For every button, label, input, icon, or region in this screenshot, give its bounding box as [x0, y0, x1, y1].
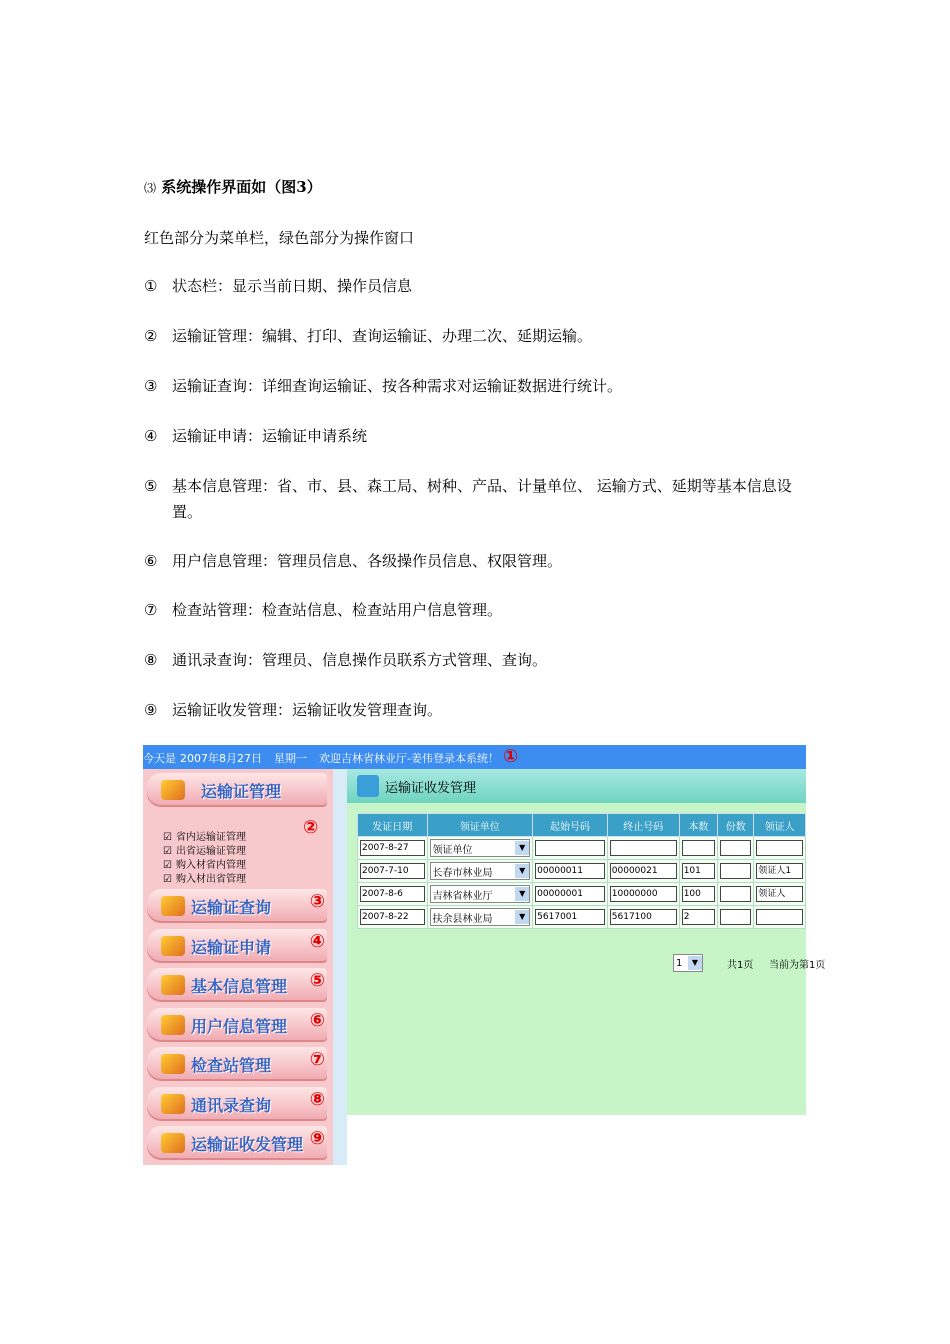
item-text: 运输证收发管理：运输证收发管理查询。	[172, 701, 443, 719]
books-field[interactable]	[682, 840, 715, 856]
item-marker: ⑨	[144, 701, 158, 719]
system-screenshot	[143, 745, 826, 1165]
unit-select[interactable]: 领证单位 ▼	[430, 839, 531, 857]
column-header: 领证人	[754, 814, 806, 837]
column-header: 本数	[679, 814, 717, 837]
item-marker: ②	[144, 327, 158, 345]
chevron-down-icon: ▼	[515, 841, 529, 855]
station-icon	[161, 1054, 185, 1074]
sidebar-scrollbar[interactable]	[333, 769, 347, 1165]
pager	[357, 951, 826, 973]
person-field[interactable]: 领证人1	[756, 863, 803, 879]
chevron-down-icon: ▼	[688, 956, 702, 970]
date-field[interactable]: 2007-7-10	[360, 863, 425, 879]
date-field[interactable]: 2007-8-6	[360, 886, 425, 902]
status-welcome: 欢迎吉林省林业厅-姜伟登录本系统！	[319, 752, 499, 765]
copies-field[interactable]	[720, 909, 751, 925]
sidebar-item-label: 运输证管理	[201, 782, 282, 801]
pencil-icon	[161, 780, 185, 800]
column-header: 发证日期	[358, 814, 428, 837]
sidebar-item-transport-manage[interactable]	[147, 773, 327, 807]
unit-select[interactable]: 吉林省林业厅 ▼	[430, 885, 531, 903]
page-select[interactable]: 1 ▼	[673, 954, 703, 972]
books-field[interactable]: 101	[682, 863, 715, 879]
intro-text: 红色部分为菜单栏，绿色部分为操作窗口	[144, 229, 415, 247]
start-field[interactable]: 00000001	[535, 886, 605, 902]
sidebar-item-label: 运输证收发管理	[191, 1135, 304, 1154]
sidebar-item-label: 运输证申请	[191, 937, 272, 957]
chevron-down-icon: ▼	[515, 910, 529, 924]
person-field[interactable]	[756, 909, 803, 925]
person-field[interactable]	[756, 840, 803, 856]
sub-menu-list	[163, 831, 246, 887]
status-weekday: 星期一	[274, 752, 307, 765]
sub-menu-item[interactable]: ☑ 购入材省内管理	[163, 859, 246, 873]
page-total: 共1页	[727, 960, 754, 971]
main-scrollbar[interactable]	[333, 1115, 347, 1165]
user-icon	[161, 1015, 185, 1035]
sub-menu-item[interactable]: ☑ 购入材出省管理	[163, 873, 246, 887]
sidebar-item-label: 检查站管理	[191, 1056, 272, 1075]
record-table	[357, 813, 806, 929]
sidebar-item-5[interactable]	[147, 1047, 327, 1081]
marker-2: ②	[303, 817, 319, 838]
sidebar-item-6[interactable]	[147, 1087, 327, 1121]
book-icon	[161, 1094, 185, 1114]
table-row	[358, 837, 806, 860]
copies-field[interactable]	[720, 886, 751, 902]
item-text: 通讯录查询：管理员、信息操作员联系方式管理、查询。	[172, 651, 548, 669]
marker-7: ⑦	[309, 1049, 325, 1070]
unit-select[interactable]: 长春市林业局 ▼	[430, 862, 531, 880]
table-row	[358, 906, 806, 929]
marker-1: ①	[502, 746, 519, 767]
sidebar-item-label: 通讯录查询	[191, 1095, 272, 1115]
sidebar-item-label: 运输证查询	[191, 898, 272, 917]
main-panel	[347, 769, 826, 1115]
gear-icon	[161, 975, 185, 995]
end-field[interactable]: 00000021	[610, 863, 677, 879]
sidebar-menu	[143, 769, 333, 1165]
list-item	[144, 700, 442, 720]
heading-text: 系统操作界面如（图3）	[161, 178, 322, 196]
list-item	[144, 473, 804, 525]
date-field[interactable]: 2007-8-27	[360, 840, 425, 856]
column-header: 份数	[718, 814, 754, 837]
envelope-icon	[161, 1133, 185, 1153]
unit-select[interactable]: 扶余县林业局 ▼	[430, 908, 531, 926]
sidebar-item-3[interactable]	[147, 968, 327, 1002]
start-field[interactable]: 00000011	[535, 863, 605, 879]
item-text: 运输证申请：运输证申请系统	[172, 427, 368, 445]
chevron-down-icon: ▼	[515, 887, 529, 901]
copies-field[interactable]	[720, 863, 751, 879]
chevron-down-icon: ▼	[515, 864, 529, 878]
item-text: 状态栏：显示当前日期、操作员信息	[172, 277, 413, 295]
marker-6: ⑥	[309, 1009, 325, 1031]
panel-header	[347, 769, 806, 803]
sidebar-item-1[interactable]	[147, 889, 327, 923]
marker-4: ④	[309, 930, 325, 952]
sidebar-item-label: 基本信息管理	[191, 977, 288, 996]
panel-title: 运输证收发管理	[385, 781, 477, 796]
column-header: 起始号码	[533, 814, 608, 837]
start-field[interactable]	[535, 840, 605, 856]
books-field[interactable]: 100	[682, 886, 715, 902]
column-header: 终止号码	[607, 814, 679, 837]
marker-8: ⑧	[309, 1088, 325, 1110]
section-heading	[144, 177, 322, 198]
date-field[interactable]: 2007-8-22	[360, 909, 425, 925]
marker-5: ⑤	[309, 970, 325, 991]
sidebar-item-2[interactable]	[147, 929, 327, 963]
end-field[interactable]: 5617100	[610, 909, 677, 925]
item-marker: ⑥	[144, 552, 158, 570]
list-item	[144, 426, 367, 446]
search-icon	[161, 896, 185, 916]
sub-menu-item[interactable]: ☑ 省内运输证管理	[163, 831, 246, 845]
end-field[interactable]: 10000000	[610, 886, 677, 902]
person-field[interactable]: 领证人	[756, 886, 803, 902]
table-row	[358, 883, 806, 906]
status-today: 今天是	[143, 752, 176, 765]
page-current: 当前为第1页	[769, 960, 826, 971]
item-marker: ⑤	[144, 477, 158, 495]
status-date: 2007年8月27日	[180, 752, 262, 765]
item-marker: ①	[144, 277, 158, 295]
list-item	[144, 376, 622, 396]
item-text: 用户信息管理：管理员信息、各级操作员信息、权限管理。	[172, 552, 563, 570]
marker-9: ⑨	[309, 1128, 325, 1149]
sub-menu-item[interactable]: ☑ 出省运输证管理	[163, 845, 246, 859]
heading-number: ⑶	[144, 181, 157, 195]
column-header: 领证单位	[427, 814, 533, 837]
item-marker: ⑦	[144, 601, 158, 619]
item-text: 运输证管理：编辑、打印、查询运输证、办理二次、延期运输。	[172, 327, 593, 345]
sidebar-item-label: 用户信息管理	[191, 1016, 288, 1036]
item-text: 基本信息管理：省、市、县、森工局、树种、产品、计量单位、 运输方式、延期等基本信息设置。	[172, 477, 792, 521]
copies-field[interactable]	[720, 840, 751, 856]
cube-icon	[357, 775, 379, 797]
list-item	[144, 600, 502, 620]
item-text: 检查站管理：检查站信息、检查站用户信息管理。	[172, 601, 503, 619]
list-item	[144, 650, 547, 670]
list-item	[144, 326, 592, 346]
form-icon	[161, 936, 185, 956]
sidebar-item-4[interactable]	[147, 1008, 327, 1042]
list-item	[144, 276, 412, 296]
books-field[interactable]: 2	[682, 909, 715, 925]
end-field[interactable]	[610, 840, 677, 856]
item-marker: ④	[144, 427, 158, 445]
item-text: 运输证查询：详细查询运输证、按各种需求对运输证数据进行统计。	[172, 377, 623, 395]
item-marker: ③	[144, 377, 158, 395]
list-item	[144, 551, 562, 571]
item-marker: ⑧	[144, 651, 158, 669]
start-field[interactable]: 5617001	[535, 909, 605, 925]
status-bar	[143, 745, 806, 769]
marker-3: ③	[309, 891, 325, 912]
sidebar-item-7[interactable]	[147, 1126, 327, 1160]
table-row	[358, 860, 806, 883]
